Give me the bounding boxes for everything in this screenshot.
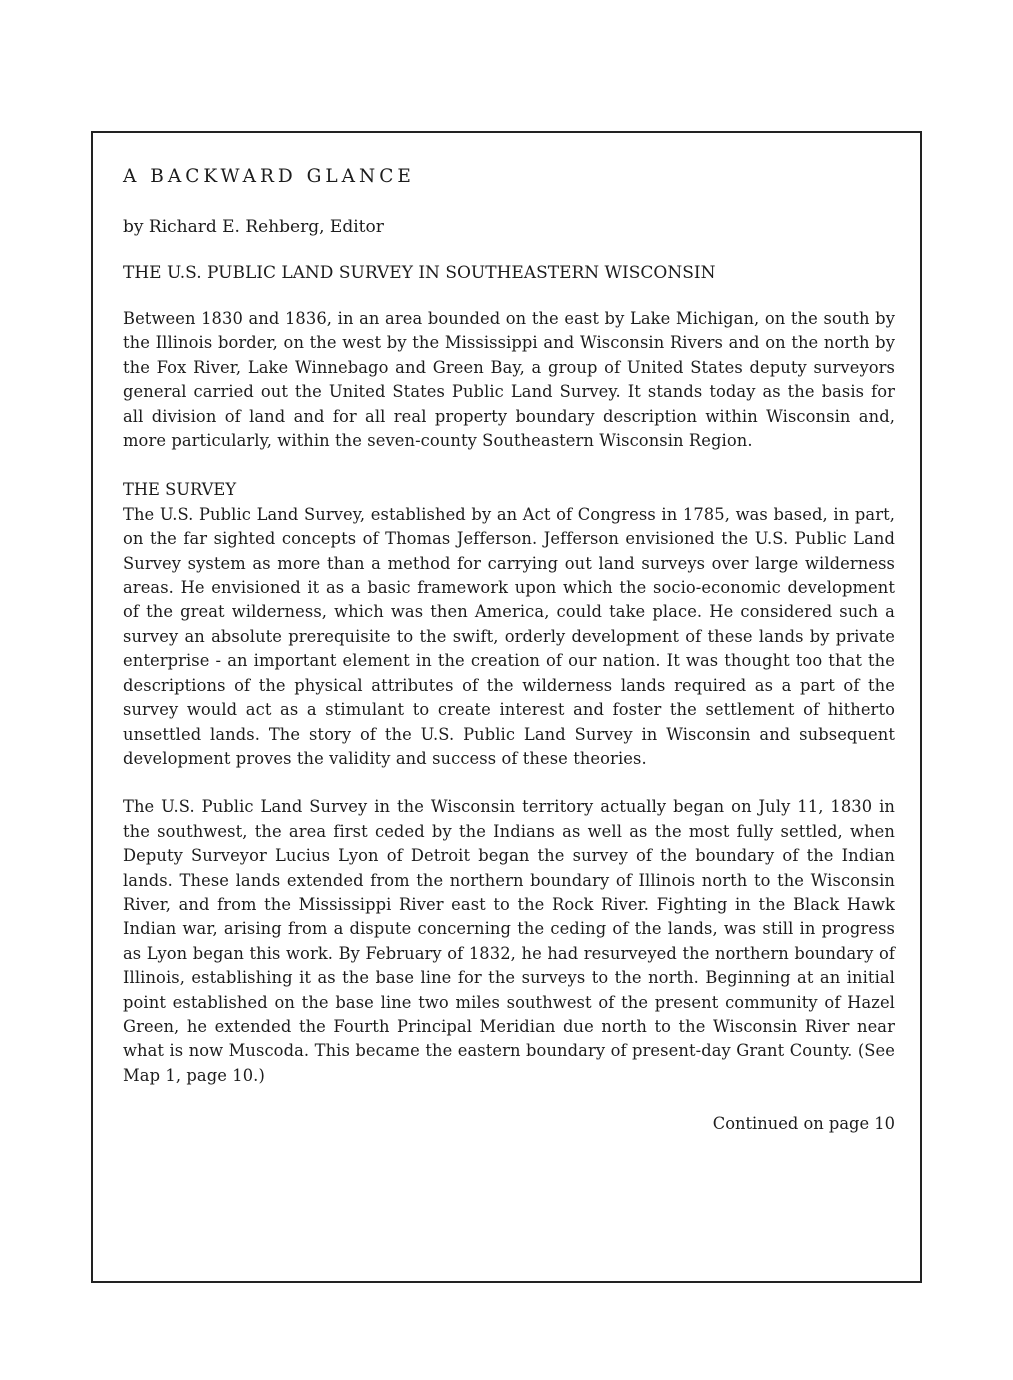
history-paragraph: The U.S. Public Land Survey in the Wisconsin territory actually began on July 11, 1830 in the southwest, the area first ceded by the Indians as well as the most fully settled, when Deputy Surveyor Lucius Lyon of Detroit began the survey of the boundary of the Indian lands. These lands extended from the northern boundary of Illinois north to the Wisconsin River, and from the Mississippi River east to the Rock River. Fighting in the Black Hawk Indian war, arising from a dispute concerning the ceding of the lands, was still in progress as Lyon began this work. By February of 1832, he had resurveyed the northern boundary of Illinois, establishing it as the base line for the surveys to the north. Beginning at an initial point established on the base line two miles southwest of the present community of Hazel Green, he extended the Fourth Principal Meridian due north to the Wisconsin River near what is now Muscoda. This became the eastern boundary of present-day Grant County. (See Map 1, page 10.): [123, 797, 895, 1085]
article-byline: by Richard E. Rehberg, Editor: [123, 217, 384, 237]
section-heading: THE SURVEY: [123, 480, 237, 500]
survey-paragraph: The U.S. Public Land Survey, established by an Act of Congress in 1785, was based, in part, on the far sighted concepts of Thomas Jefferson. Jefferson envisioned the U.S. Public Land Survey system as more than a method for carrying out land surveys over large wilderness areas. He envisioned it as a basic framework upon which the socio-economic development of the great wilderness, which was then America, could take place. He considered such a survey an absolute prerequisite to the swift, orderly development of these lands by private enterprise - an important element in the creation of our nation. It was thought too that the descriptions of the physical attributes of the wilderness lands required as a part of the survey would act as a stimulant to create interest and foster the settlement of hitherto unsettled lands. The story of the U.S. Public Land Survey in Wisconsin and subsequent development proves the validity and success of these theories.: [123, 504, 895, 768]
intro-paragraph: Between 1830 and 1836, in an area bounded on the east by Lake Michigan, on the south by the Illinois border, on the west by the Mississippi and Wisconsin Rivers and on the north by the Fox River, Lake Winnebago and Green Bay, a group of United States deputy surveyors general carried out the United States Public Land Survey. It stands today as the basis for all division of land and for all real property boundary description within Wisconsin and, more particularly, within the seven-county Southeastern Wisconsin Region.: [123, 309, 895, 451]
article-title: THE U.S. PUBLIC LAND SURVEY IN SOUTHEASTERN WISCONSIN: [123, 263, 716, 283]
continued-note: Continued on page 10: [712, 1114, 895, 1134]
article-body: [123, 160, 895, 1136]
article-kicker: A BACKWARD GLANCE: [123, 166, 415, 187]
